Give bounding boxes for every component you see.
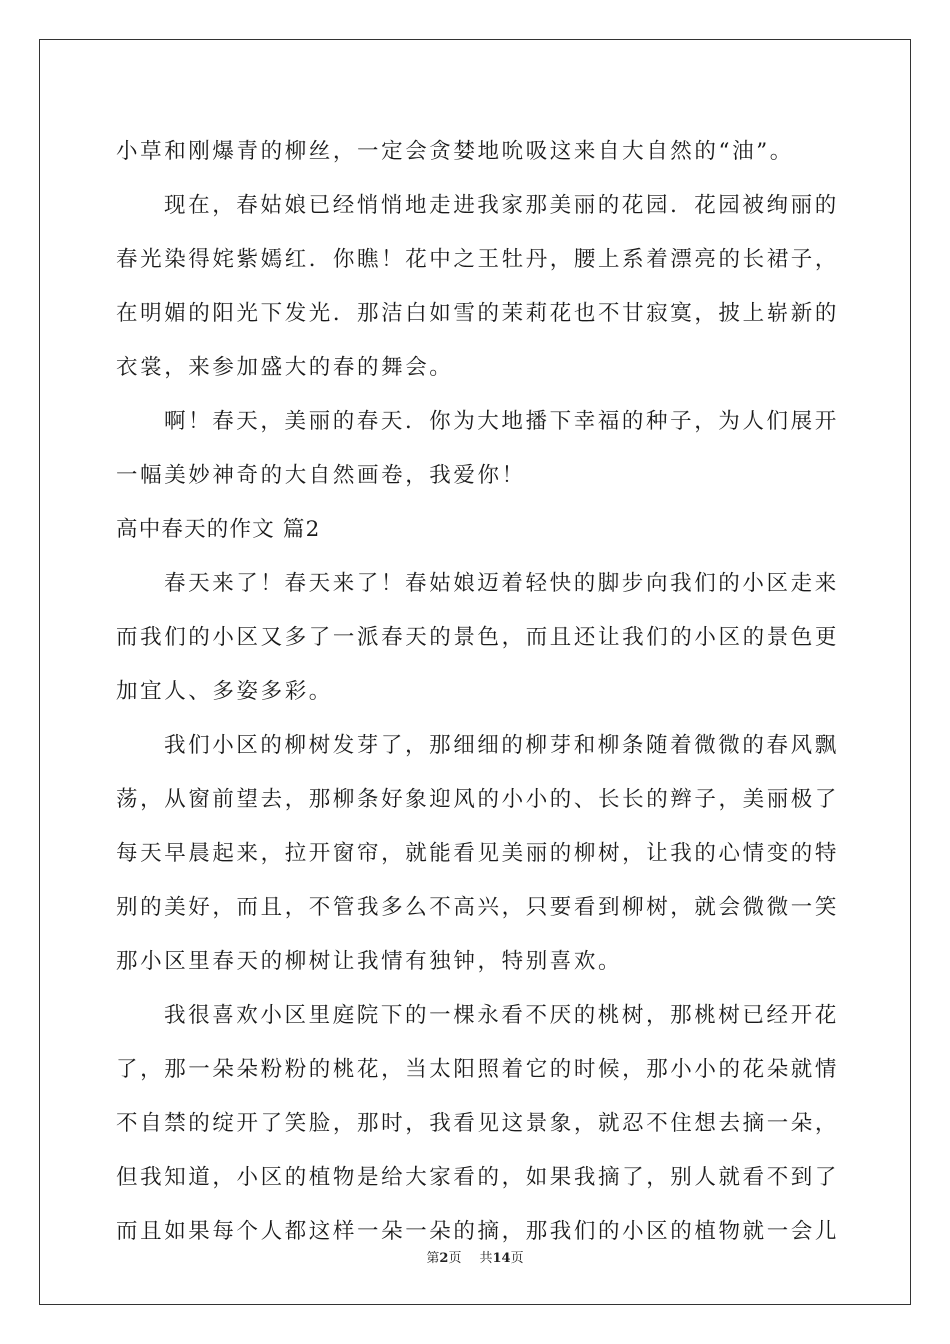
text-line: 啊！春天，美丽的春天．你为大地播下幸福的种子，为人们展开 [164,409,839,434]
text-line: 一幅美妙神奇的大自然画卷，我爱你！ [116,463,526,488]
footer-page-prefix: 第 [426,1251,440,1266]
footer-total-prefix: 共 [479,1251,493,1266]
text-line: 那小区里春天的柳树让我情有独钟，特别喜欢。 [116,949,623,974]
section-heading: 高中春天的作文 篇2 [116,517,321,542]
text-line: 在明媚的阳光下发光．那洁白如雪的茉莉花也不甘寂寞，披上崭新的 [116,301,840,326]
footer-page-suffix: 页 [448,1251,462,1266]
text-line: 每天早晨起来，拉开窗帘，就能看见美丽的柳树，让我的心情变的特 [116,841,840,866]
text-line: 衣裳，来参加盛大的春的舞会。 [116,355,454,380]
text-line: 我很喜欢小区里庭院下的一棵永看不厌的桃树，那桃树已经开花 [164,1003,839,1028]
text-line: 而且如果每个人都这样一朵一朵的摘，那我们的小区的植物就一会儿 [116,1219,840,1244]
footer-page-number: 2 [439,1251,449,1266]
text-line: 我们小区的柳树发芽了，那细细的柳芽和柳条随着微微的春风飘 [164,733,839,758]
text-line: 不自禁的绽开了笑脸，那时，我看见这景象，就忍不住想去摘一朵， [116,1111,840,1136]
document-body [116,125,840,1259]
text-line: 现在，春姑娘已经悄悄地走进我家那美丽的花园．花园被绚丽的 [164,193,839,218]
text-line: 春天来了！春天来了！春姑娘迈着轻快的脚步向我们的小区走来 [164,571,839,596]
text-line: 别的美好，而且，不管我多么不高兴，只要看到柳树，就会微微一笑 [116,895,840,920]
footer-total-number: 14 [492,1251,511,1266]
footer-total-suffix: 页 [510,1251,524,1266]
text-line: 加宜人、多姿多彩。 [116,679,333,704]
text-line: 而我们的小区又多了一派春天的景色，而且还让我们的小区的景色更 [116,625,840,650]
text-line: 春光染得姹紫嫣红．你瞧！花中之王牡丹，腰上系着漂亮的长裙子， [116,247,840,272]
text-line: 荡，从窗前望去，那柳条好象迎风的小小的、长长的辫子，美丽极了 [116,787,840,812]
text-line: 了，那一朵朵粉粉的桃花，当太阳照着它的时候，那小小的花朵就情 [116,1057,840,1082]
page-footer [0,1247,950,1266]
text-line: 小草和刚爆青的柳丝，一定会贪婪地吮吸这来自大自然的“油”。 [116,139,794,164]
text-line: 但我知道，小区的植物是给大家看的，如果我摘了，别人就看不到了 [116,1165,840,1190]
